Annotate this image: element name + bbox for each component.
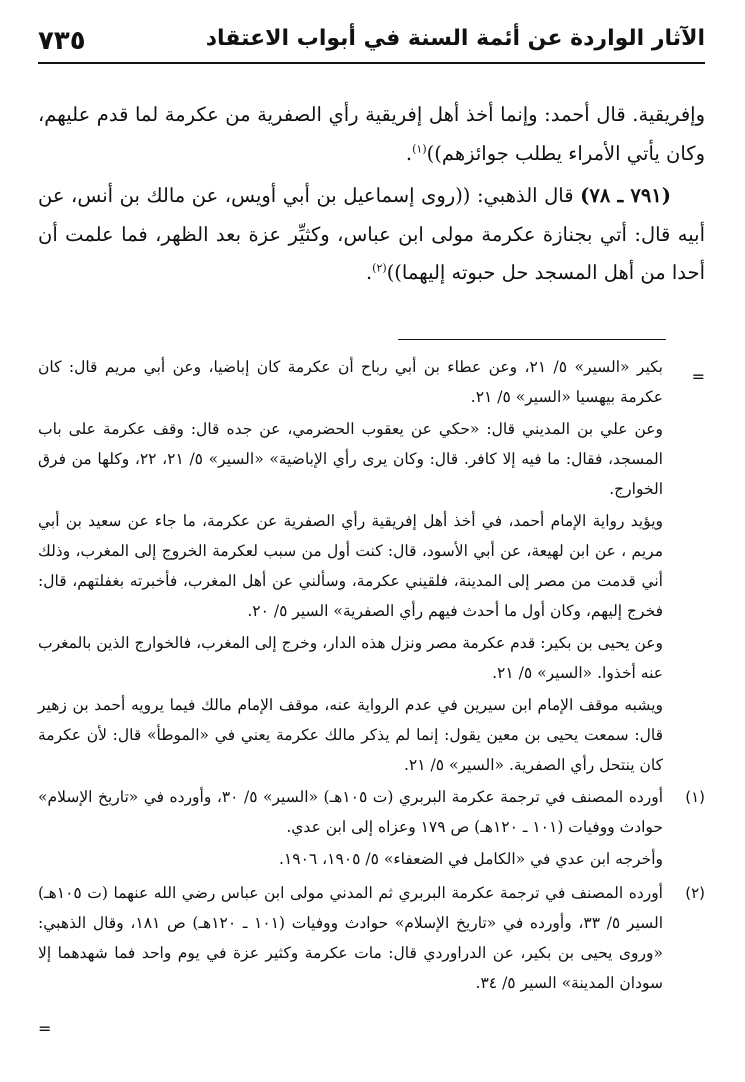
continuation-mark: = bbox=[691, 367, 705, 386]
continuation-mark-end: = bbox=[38, 1019, 52, 1038]
footnotes bbox=[38, 352, 705, 1002]
footnote-body bbox=[38, 878, 663, 998]
page-header bbox=[38, 22, 705, 64]
main-paragraph-1 bbox=[38, 96, 705, 173]
footnote-2 bbox=[38, 878, 705, 998]
sentence-end: . bbox=[405, 141, 413, 165]
footnote-paragraph: أورده المصنف في ترجمة عكرمة البربري (ت ١٠٥هـ) «السير» ٥/ ٣٠، وأورده في «تاريخ الإسلام» حوادث ووفيات (١٠١ ـ ١٢٠هـ) ص ١٧٩ وعزاه إلى ابن عدي. bbox=[38, 788, 663, 836]
footnote-ref-2: (٢) bbox=[372, 261, 387, 275]
footnote-paragraph: وعن يحيى بن بكير: قدم عكرمة مصر ونزل هذه الدار، وخرج إلى المغرب، فالخوارج الذين بالمغرب عنه أخذوا. «السير» ٥/ ٢١. bbox=[38, 634, 663, 682]
main-paragraph-1-text: وإفريقية. قال أحمد: وإنما أخذ أهل إفريقية رأي الصفرية من عكرمة لما قدم عليهم، وكان يأتي الأمراء يطلب جوائزهم)) bbox=[38, 103, 705, 165]
entry-number: (٧٩١ ـ ٧٨) bbox=[580, 184, 671, 207]
footnote-continuation bbox=[38, 352, 663, 780]
footnote-ref-1: (١) bbox=[412, 142, 427, 155]
footnote-label: (١) bbox=[685, 788, 705, 806]
footnote-paragraph: ويشبه موقف الإمام ابن سيرين في عدم الرواية عنه، موقف الإمام مالك فيما يرويه أحمد بن زهير قال: سمعت يحيى بن معين يقول: إنما لم يذكر مالك عكرمة يعني في «الموطأ» قال: لأن عكرمة كان ينتحل رأي الصفرية. «السير» ٥/ ٢١. bbox=[38, 696, 663, 774]
footnote-body bbox=[38, 782, 663, 874]
footnote-paragraph: وأخرجه ابن عدي في «الكامل في الضعفاء» ٥/ ١٩٠٥، ١٩٠٦. bbox=[278, 850, 663, 868]
footnote-paragraph: ويؤيد رواية الإمام أحمد، في أخذ أهل إفريقية رأي الصفرية عن عكرمة، ما جاء عن سعيد بن أبي مريم ، عن ابن لهيعة، عن أبي الأسود، قال: كنت أول من سبب لعكرمة الخروج إلى المغرب، وذلك أني قدمت من مصر إلى المدينة، فلقيني عكرمة، وسألني عن أهل المغرب، فأخبرته بغفلتهم، قال: فخرج إليهم، وكان أول ما أحدث فيهم رأي الصفرية» السير ٥/ ٢٠. bbox=[38, 512, 663, 620]
main-paragraph-2 bbox=[38, 177, 705, 293]
footnote-1 bbox=[38, 782, 705, 874]
footnote-label: (٢) bbox=[685, 884, 705, 902]
footnote-separator bbox=[398, 339, 666, 340]
footnote-paragraph: بكير «السير» ٥/ ٢١، وعن عطاء بن أبي رباح أن عكرمة كان إباضيا، وعن أبي مريم قال: كان عكرمة بيهسيا «السير» ٥/ ٢١. bbox=[38, 358, 663, 406]
footnote-paragraph: أورده المصنف في ترجمة عكرمة البربري ثم المدني مولى ابن عباس رضي الله عنهما (ت ١٠٥هـ) السير ٥/ ٣٣، وأورده في «تاريخ الإسلام» حوادث ووفيات (١٠١ ـ ١٢٠هـ) ص ١٨١، وقال الذهبي: «وروى يحيى بن بكير، عن الدراوردي قال: مات عكرمة وكثير عزة في يوم واحد فما شهدهما إلا سودان المدينة» السير ٥/ ٣٤. bbox=[38, 884, 663, 992]
main-text bbox=[38, 96, 705, 293]
main-paragraph-2-text: قال الذهبي: ((روى إسماعيل بن أبي أويس، عن مالك بن أنس، عن أبيه قال: أتي بجنازة عكرمة مولى ابن عباس، وكثيِّر عزة بعد الظهر، فما علمت أن أحدا من أهل المسجد حل حبوته إليهما)) bbox=[38, 184, 705, 284]
running-title: الآثار الواردة عن أئمة السنة في أبواب الاعتقاد bbox=[205, 26, 705, 51]
page-number: ٧٣٥ bbox=[38, 26, 86, 56]
sentence-end: . bbox=[365, 261, 373, 284]
footnote-paragraph: وعن علي بن المديني قال: «حكي عن يعقوب الحضرمي، عن جده قال: وقف عكرمة على باب المسجد، فقال: ما فيه إلا كافر. قال: وكان يرى رأي الإباضية» «السير» ٥/ ٢١، ٢٢، وكلها من فرق الخوارج. bbox=[38, 420, 663, 498]
